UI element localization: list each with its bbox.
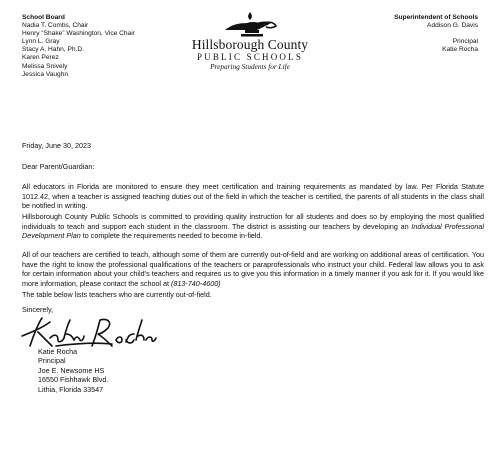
signature-image [12,312,162,350]
superintendent-block [394,14,478,54]
board-member: Melissa Snively [22,62,68,70]
paragraph-commitment [22,212,484,241]
principal-label: Principal [452,38,478,46]
board-member: Henry “Shake” Washington, Vice Chair [22,30,135,38]
board-member: Lynn L. Gray [22,38,60,46]
superintendent-header: Superintendent of Schools [394,14,478,21]
school-board-list [22,14,135,79]
paragraph-table-intro: The table below lists teachers who are currently out-of-field. [22,290,212,299]
school-name: Joe E. Newsome HS [38,365,105,375]
school-phone: (813-740-4600) [171,278,221,288]
paragraph-text: to complete the requirements needed to become in-field. [80,231,263,240]
school-board-header: School Board [22,14,65,21]
closing: Sincerely, [22,305,54,314]
district-subtitle: PUBLIC SCHOOLS [196,52,304,62]
paragraph-certification: All educators in Florida are monitored to ensure they meet certification and training requirements as mandated by law. Per Florida Statute 1012.42, when a teacher is assigned teaching duties out of the field in which the teacher is certified, the parents of all students in the class shall be notified in writing. [22,182,484,210]
oil-lamp-of-learning-icon [219,10,281,38]
signer-name: Katie Rocha [38,347,78,356]
signer-title: Principal [38,356,66,366]
superintendent-name: Addison G. Davis [427,22,478,30]
district-motto: Preparing Students for Life [210,62,290,71]
district-name: Hillsborough County [191,37,309,52]
principal-name: Katie Rocha [442,46,478,54]
paragraph-text: All of our teachers are certified to teach, although some of them are currently out-of-field and are working on additional areas of certification. You have the right to know the professional qualifications of the teachers or paraprofessionals who instruct your child. Federal law allows you to ask for certain information about your child’s teachers and requires us to give you this information in a timely manner if you ask for it. If you would like more information, please contact the school at [22,250,484,288]
board-member: Stacy A. Hahn, Ph.D. [22,46,84,54]
school-street: 16550 Fishhawk Blvd. [38,375,109,385]
school-city: Lithia, Florida 33547 [38,384,104,394]
signer-block [38,347,108,394]
letter-date: Friday, June 30, 2023 [22,141,91,150]
board-member: Jessica Vaughn [22,70,69,78]
plan-name: Individual Professional Development Plan [22,221,484,240]
paragraph-text: Hillsborough County Public Schools is committed to providing quality instruction for all students and does so by employing the most qualified individuals to teach and support each student in the classroom. The district is assisting our teachers by developing an [22,212,484,231]
board-member: Karen Perez [22,54,59,62]
paragraph-rights [22,250,484,288]
board-member: Nadia T. Combs, Chair [22,22,89,30]
salutation: Dear Parent/Guardian: [22,162,95,171]
district-logo [172,10,328,71]
